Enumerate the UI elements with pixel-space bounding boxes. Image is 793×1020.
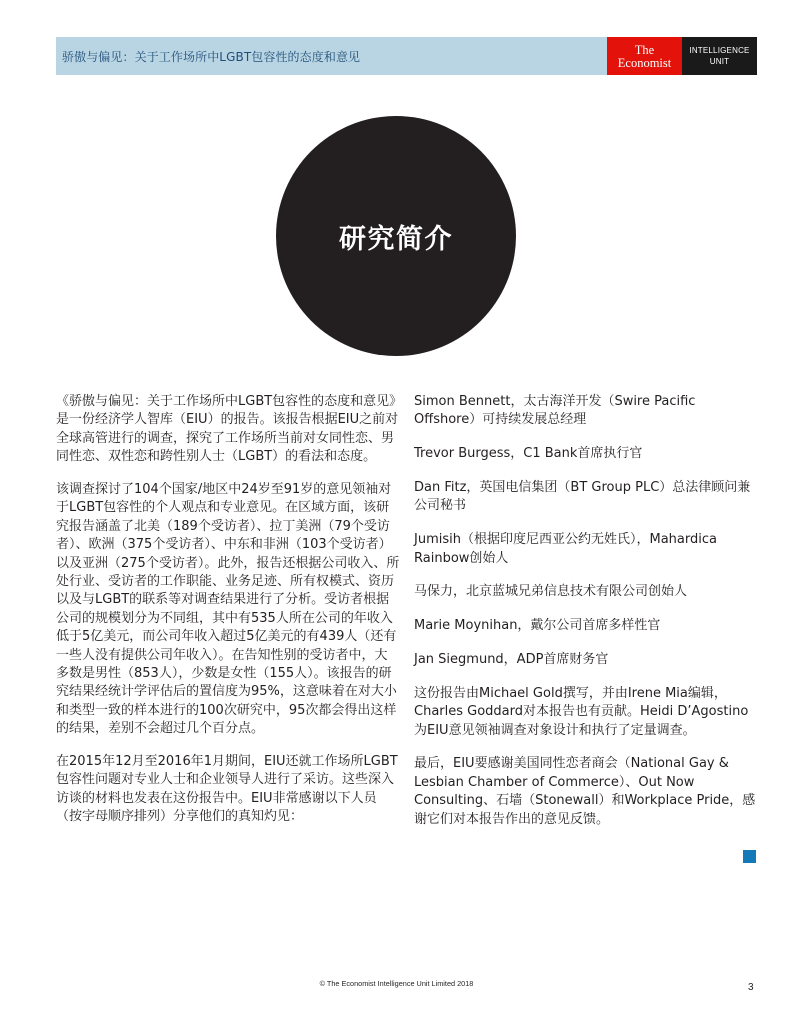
section-title-circle — [276, 116, 516, 356]
economist-logo — [607, 37, 682, 75]
interviewee-bennett: Simon Bennett，太古海洋开发（Swire Pacific Offshore）可持续发展总经理 — [414, 394, 696, 428]
section-title: 研究简介 — [339, 223, 453, 255]
interviewee-moynihan: Marie Moynihan，戴尔公司首席多样性官 — [414, 618, 661, 634]
interviewee-ma: 马保力，北京蓝城兄弟信息技术有限公司创始人 — [414, 584, 688, 600]
logo-line-the: The — [634, 43, 655, 57]
interviewee-siegmund: Jan Siegmund，ADP首席财务官 — [414, 652, 609, 667]
interviewee-burgess: Trevor Burgess，C1 Bank首席执行官 — [414, 446, 643, 462]
unit-line-intelligence: INTELLIGENCE — [689, 46, 750, 55]
interviewee-jumisih: Jumisih（根据印度尼西亚公约无姓氏），Mahardica Rainbow创始人 — [414, 532, 717, 566]
header-band — [56, 37, 607, 75]
end-of-section-marker — [743, 850, 756, 863]
report-title: 骄傲与偏见：关于工作场所中LGBT包容性的态度和意见 — [62, 50, 361, 64]
acknowledgement-paragraph: 最后，EIU要感谢美国同性恋者商会（National Gay & Lesbian Chamber of Commerce）、Out Now Consulting、石墙（Stonewall）和Workplace Pride，感谢它们对本报告作出的意见反馈。 — [414, 756, 756, 827]
interviewee-fitz: Dan Fitz，英国电信集团（BT Group PLC）总法律顾问兼公司秘书 — [414, 480, 751, 514]
survey-paragraph: 该调查探讨了104个国家/地区中24岁至91岁的意见领袖对于LGBT包容性的个人观点和专业意见。在区域方面，该研究报告涵盖了北美（189个受访者）、拉丁美洲（79个受访者）、欧洲（375个受访者）、中东和非洲（103个受访者）以及亚洲（275个受访者）。此外，报告还根据公司收入、所处行业、受访者的工作职能、业务足迹、所有权模式、资历以及与LGBT的联系等对调查结果进行了分析。受访者根据公司的规模划分为不同组，其中有535人所在公司的年收入低于5亿美元，而公司年收入超过5亿美元的有439人（还有一些人没有提供公司年收入）。在告知性别的受访者中，大多数是男性（853人），少数是女性（155人）。该报告的研究结果经统计学评估后的置信度为95%，这意味着在对大小和类型一致的样本进行的100次研究中，95次都会得出这样的结果，差别不会超过几个百分点。 — [56, 481, 400, 737]
logo-line-economist: Economist — [617, 56, 672, 70]
page-number: 3 — [748, 982, 754, 993]
left-column — [56, 393, 400, 841]
interview-paragraph: 在2015年12月至2016年1月期间，EIU还就工作场所LGBT包容性问题对专业人士和企业领导人进行了采访。这些深入访谈的材料也发表在这份报告中。EIU非常感谢以下人员（按字母顺序排列）分享他们的真知灼见： — [56, 753, 398, 825]
authorship-paragraph: 这份报告由Michael Gold撰写，并由Irene Mia编辑，Charles Goddard对本报告也有贡献。Heidi D’Agostino为EIU意见领袖调查对象设计和执行了定量调查。 — [414, 685, 749, 738]
footer-copyright: © The Economist Intelligence Unit Limited 2018 — [319, 979, 474, 988]
intro-paragraph: 《骄傲与偏见：关于工作场所中LGBT包容性的态度和意见》是一份经济学人智库（EIU）的报告。该报告根据EIU之前对全球高管进行的调查，探究了工作场所当前对女同性恋、男同性恋、双性恋和跨性别人士（LGBT）的看法和态度。 — [56, 394, 399, 465]
right-column — [414, 393, 757, 844]
intelligence-unit-logo — [682, 37, 757, 75]
unit-line-unit: UNIT — [709, 57, 730, 66]
